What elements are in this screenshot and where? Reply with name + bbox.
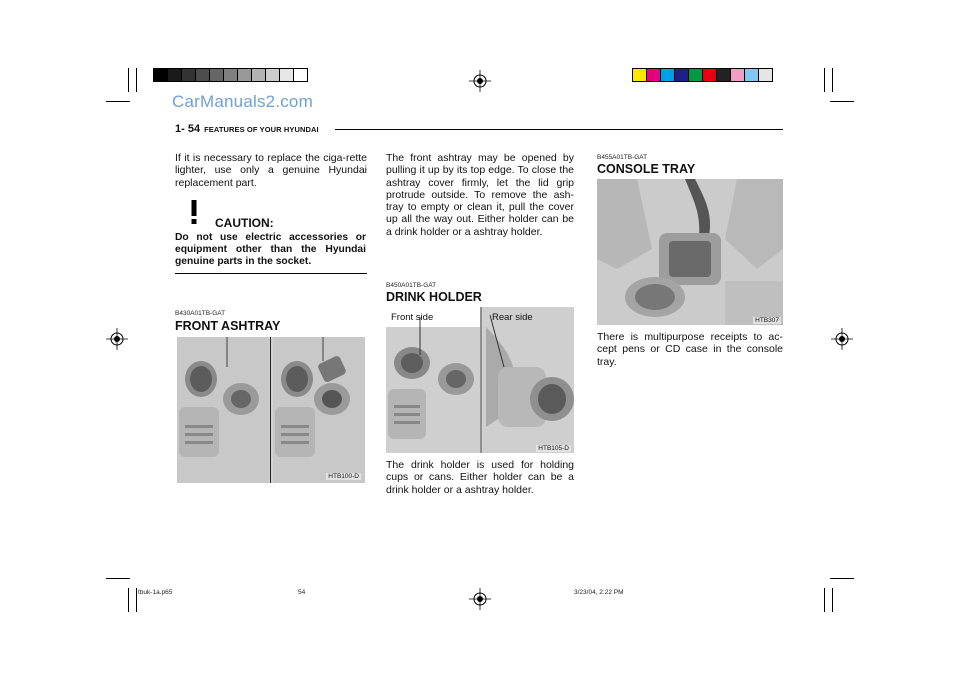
watermark-text[interactable]: CarManuals2.com	[172, 92, 313, 111]
crop-mark	[824, 68, 825, 92]
color-swatch	[195, 68, 210, 82]
color-swatch	[646, 68, 661, 82]
drink-holder-title: DRINK HOLDER	[386, 290, 482, 304]
front-ashtray-text: The front ashtray may be opened by pulling it up by its top edge. To close the ashtray cover firmly, let the lid grip protrude outside. To remove the ash-tray to empty or clean it, pull the cover up all the way out. Either holder can be a drink holder or a ashtray holder.	[386, 152, 574, 238]
caution-box	[175, 198, 367, 274]
crop-mark	[106, 578, 130, 579]
gray-calibration-bar	[153, 68, 307, 82]
color-swatch	[716, 68, 731, 82]
drink-holder-text: The drink holder is used for holding cups or cans. Either holder can be a drink holder or a ashtray holder.	[386, 459, 574, 496]
crop-mark	[106, 101, 130, 102]
crop-mark	[136, 588, 137, 612]
registration-mark-icon	[831, 328, 853, 350]
color-swatch	[702, 68, 717, 82]
rear-side-callout: Rear side	[492, 312, 533, 323]
color-swatch	[251, 68, 266, 82]
caution-body: Do not use electric accessories or equipment other than the Hyundai genuine parts in the socket.	[175, 232, 366, 268]
registration-mark-icon	[469, 70, 491, 92]
footer-date: 3/23/04, 2:22 PM	[574, 589, 624, 596]
section-code: B450A01TB-GAT	[386, 282, 437, 289]
color-swatch	[223, 68, 238, 82]
color-swatch	[632, 68, 647, 82]
header-rule	[335, 129, 783, 130]
crop-mark	[136, 68, 137, 92]
color-swatch	[167, 68, 182, 82]
color-swatch	[660, 68, 675, 82]
section-code: B455A01TB-GAT	[597, 154, 648, 161]
console-tray-image	[597, 179, 783, 325]
page-number: 1- 54	[175, 123, 201, 135]
crop-mark	[128, 68, 129, 92]
front-ashtray-image	[177, 337, 365, 483]
color-swatch	[688, 68, 703, 82]
crop-mark	[830, 578, 854, 579]
color-swatch	[293, 68, 308, 82]
crop-mark	[128, 588, 129, 612]
registration-mark-icon	[469, 588, 491, 610]
warning-exclamation-icon	[181, 198, 207, 226]
footer-page: 54	[298, 589, 306, 596]
image-label: HTB100-D	[328, 473, 359, 480]
crop-mark	[824, 588, 825, 612]
front-side-callout: Front side	[391, 312, 434, 323]
color-swatch	[730, 68, 745, 82]
image-label: HTB307	[755, 317, 779, 324]
caution-title: CAUTION:	[215, 216, 274, 230]
color-swatch	[279, 68, 294, 82]
color-swatch	[209, 68, 224, 82]
lighter-replacement-text: If it is necessary to replace the ciga-rette lighter, use only a genuine Hyundai replacement part.	[175, 152, 367, 189]
console-tray-title: CONSOLE TRAY	[597, 162, 696, 176]
color-swatch	[153, 68, 168, 82]
image-label: HTB105-D	[538, 445, 569, 452]
drink-holder-image	[386, 307, 574, 453]
console-tray-text: There is multipurpose receipts to ac-cept pens or CD case in the console tray.	[597, 331, 783, 368]
color-calibration-bar	[632, 68, 772, 82]
footer-filename: tbuk-1a.p65	[138, 589, 173, 596]
color-swatch	[758, 68, 773, 82]
page-title: FEATURES OF YOUR HYUNDAI	[204, 125, 319, 134]
page-header	[175, 123, 319, 135]
color-swatch	[265, 68, 280, 82]
color-swatch	[181, 68, 196, 82]
color-swatch	[744, 68, 759, 82]
crop-mark	[832, 588, 833, 612]
color-swatch	[674, 68, 689, 82]
crop-mark	[830, 101, 854, 102]
color-swatch	[237, 68, 252, 82]
registration-mark-icon	[106, 328, 128, 350]
crop-mark	[832, 68, 833, 92]
section-code: B430A01TB-GAT	[175, 310, 226, 317]
front-ashtray-title: FRONT ASHTRAY	[175, 319, 281, 333]
